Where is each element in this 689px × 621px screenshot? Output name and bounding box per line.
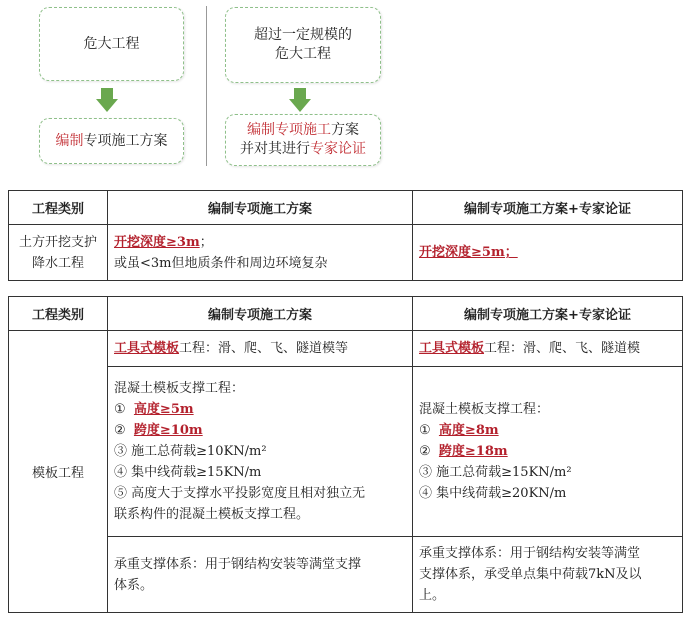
large-scale-line2: 危大工程 [275,46,331,62]
cell-plan: 开挖深度≥3m； 或虽<3m但地质条件和周边环境复杂 [108,225,413,281]
header-plan: 编制专项施工方案 [108,191,413,225]
cell-concrete-plan: 混凝土模板支撑工程： ① 高度≥5m ② 跨度≥10m ③ 施工总荷载≥10KN/m² ④ 集中线荷载≥15KN/m ⑤ 高度大于支撑水平投影宽度且相对独立无 联系构件的混凝土模板支撑工程。 [108,367,413,537]
plan-review-highlight1: 编制专项施工 [247,122,331,138]
cell-concrete-expert: 混凝土模板支撑工程： ① 高度≥8m ② 跨度≥18m ③ 施工总荷载≥15KN/m² ④ 集中线荷载≥20KN/m [413,367,683,537]
cell-category: 模板工程 [9,331,108,613]
table-excavation [8,190,683,281]
prepare-rest: 专项施工方案 [83,132,168,149]
cell-category: 土方开挖支护 降水工程 [9,225,108,281]
plan-review-rest1: 方案 [331,122,359,138]
box-hazardous-project [39,7,184,81]
plan-review-pre2: 并对其进行 [240,141,310,157]
header-category: 工程类别 [9,191,108,225]
arrow-down-icon [289,88,311,112]
cell-tool-plan: 工具式模板工程：滑、爬、飞、隧道模等 [108,331,413,367]
table-formwork [8,296,683,613]
box-prepare-plan [39,118,184,164]
header-plan: 编制专项施工方案 [108,297,413,331]
cell-plan-expert: 开挖深度≥5m； [413,225,683,281]
large-scale-line1: 超过一定规模的 [254,27,352,43]
cell-tool-expert: 工具式模板工程：滑、爬、飞、隧道模 [413,331,683,367]
cell-bearing-plan: 承重支撑体系：用于钢结构安装等满堂支撑 体系。 [108,537,413,613]
arrow-down-icon [96,88,118,112]
box-hazardous-project-label: 危大工程 [83,35,140,52]
box-plan-and-review [225,114,381,166]
header-plan-expert: 编制专项施工方案+专家论证 [413,191,683,225]
divider-line [206,6,207,166]
prepare-highlight: 编制 [55,132,84,149]
plan-review-highlight2: 专家论证 [310,141,366,157]
box-large-scale-project [225,7,381,83]
cell-bearing-expert: 承重支撑体系：用于钢结构安装等满堂 支撑体系，承受单点集中荷载7kN及以 上。 [413,537,683,613]
header-plan-expert: 编制专项施工方案+专家论证 [413,297,683,331]
header-category: 工程类别 [9,297,108,331]
